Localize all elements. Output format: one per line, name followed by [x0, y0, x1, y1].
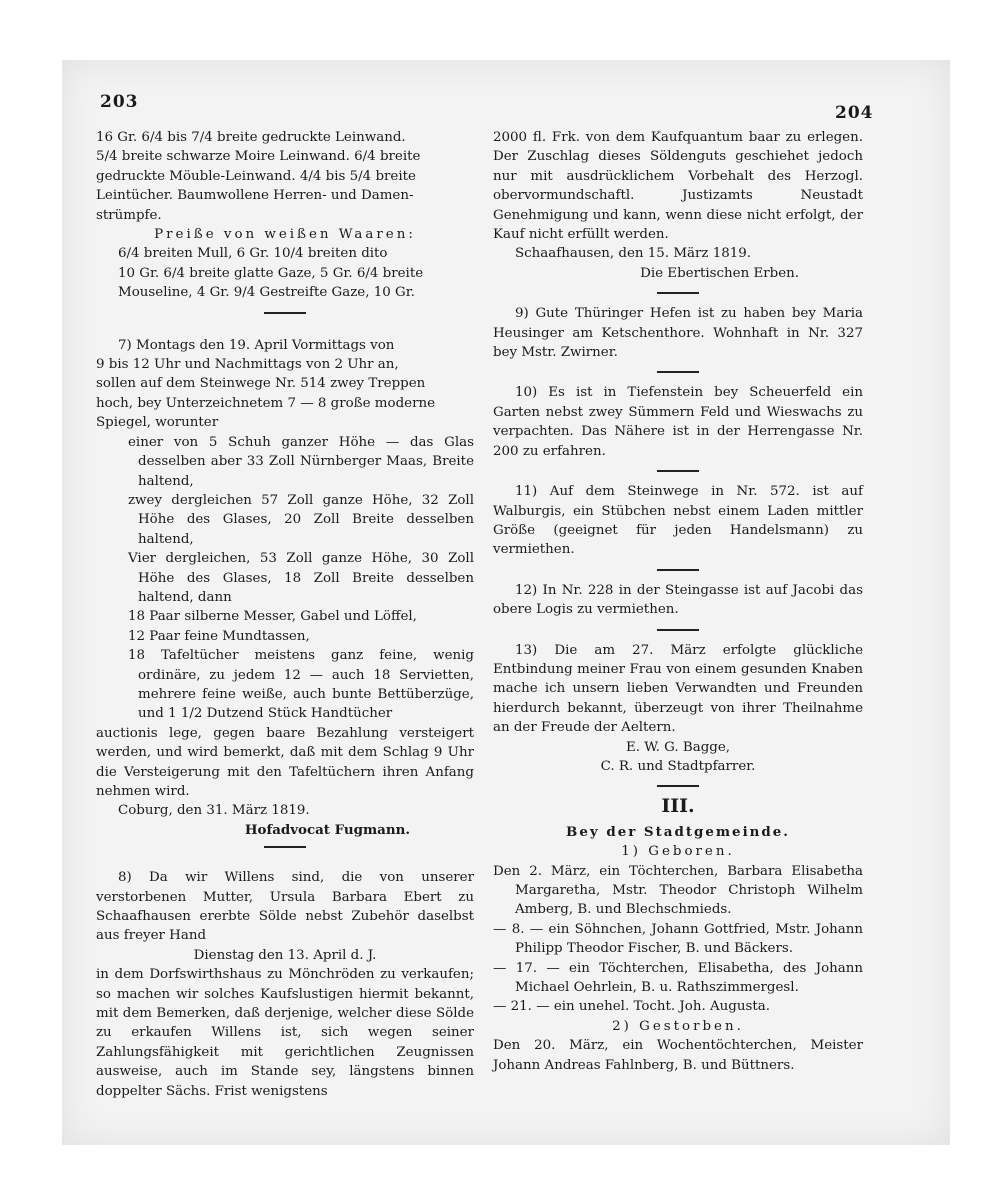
divider	[264, 846, 306, 848]
death-entry: Den 20. März, ein Wochentöchterchen, Meister Johann Andreas Fahlnberg, B. und Büttners.	[493, 1038, 863, 1073]
text-line: 6/4 breiten Mull, 6 Gr. 10/4 breiten dito	[118, 246, 388, 262]
divider	[657, 629, 699, 631]
prices-list	[96, 244, 474, 302]
birth-entry: — 17. — ein Töchterchen, Elisabetha, des Johann Michael Oehrlein, B. u. Rathszimmergesl.	[493, 960, 863, 996]
notice-7-conclusion: auctionis lege, gegen baare Bezahlung versteigert werden, und wird bemerkt, daß mit dem Schlag 9 Uhr die Versteigerung mit den Tafeltüchern ihren Anfang nehmen wird.	[96, 725, 474, 799]
notice-10: 10) Es ist in Tiefenstein bey Scheuerfeld ein Garten nebst zwey Sümmern Feld und Wieswachs zu verpachten. Das Nähere ist in der Herrengasse Nr. 200 zu erfahren.	[493, 385, 863, 459]
text-line: Spiegel, worunter	[96, 415, 219, 431]
deaths-heading: 2) Gestorben.	[612, 1018, 744, 1034]
notice-7-signature: Hofadvocat Fugmann.	[244, 821, 410, 838]
page-number-left: 203	[100, 92, 139, 112]
birth-entry: Den 2. März, ein Töchterchen, Barbara Elisabetha Margaretha, Mstr. Theodor Christoph Wilhelm Amberg, B. und Blechschmieds.	[493, 863, 863, 918]
left-column	[96, 128, 474, 1101]
births-heading: 1) Geboren.	[621, 844, 735, 860]
notice-8-continuation: 2000 fl. Frk. von dem Kaufquantum baar zu erlegen. Der Zuschlag dieses Söldenguts geschiehet jedoch nur mit ausdrücklichem Vorbehalt des Herzogl. obervormundschaftl. Justizamts Neustadt Genehmigung und kann, wenn diese nicht erfolgt, der Kauf nicht erfüllt werden.	[493, 130, 863, 243]
text-line: strümpfe.	[96, 207, 162, 223]
text-line: sollen auf dem Steinwege Nr. 514 zwey Treppen	[96, 376, 426, 392]
text-line: 10 Gr. 6/4 breite glatte Gaze, 5 Gr. 6/4 breite	[118, 265, 424, 281]
notice-11: 11) Auf dem Steinwege in Nr. 572. ist auf Walburgis, ein Stübchen nebst einem Laden mittler Größe (geeignet für jeden Handelsmann) zu vermiethen.	[493, 484, 863, 558]
notice-13: 13) Die am 27. März erfolgte glückliche Entbindung meiner Frau von einem gesunden Knaben mache ich unsern lieben Verwandten und Freunden hierdurch bekannt, überzeugt von ihrer Theilnahme an der Freude der Aeltern.	[493, 642, 863, 736]
notice-7-date: Coburg, den 31. März 1819.	[118, 803, 310, 819]
divider	[657, 292, 699, 294]
right-column	[493, 128, 863, 1075]
notice-7-item: 18 Paar silberne Messer, Gabel und Löffel,	[128, 609, 417, 625]
notice-13-signature-name: E. W. G. Bagge,	[625, 739, 731, 755]
notice-13-signature-title: C. R. und Stadtpfarrer.	[600, 758, 756, 774]
birth-entry: — 21. — ein unehel. Tocht. Joh. Augusta.	[493, 999, 770, 1015]
notice-9: 9) Gute Thüringer Hefen ist zu haben bey Maria Heusinger am Ketschenthore. Wohnhaft in Nr. 327 bey Mstr. Zwirner.	[493, 306, 863, 361]
text-line: Mouseline, 4 Gr. 9/4 Gestreifte Gaze, 10 Gr.	[118, 285, 415, 301]
notice-7-item: zwey dergleichen 57 Zoll ganze Höhe, 32 Zoll Höhe des Glases, 20 Zoll Breite desselben haltend,	[128, 492, 474, 547]
divider	[657, 569, 699, 571]
page-number-right: 204	[835, 103, 874, 123]
birth-entry: — 8. — ein Söhnchen, Johann Gottfried, Mstr. Johann Philipp Theodor Fischer, B. und Bäckers.	[493, 921, 863, 957]
textile-list	[96, 128, 474, 225]
notice-8-place-date: Schaafhausen, den 15. März 1819.	[515, 246, 752, 262]
section-number: III.	[661, 795, 695, 818]
notice-8-date: Dienstag den 13. April d. J.	[193, 947, 377, 963]
prices-heading: Preiße von weißen Waaren:	[154, 227, 416, 243]
text-line: 5/4 breite schwarze Moire Leinwand. 6/4 breite	[96, 149, 421, 165]
divider	[657, 785, 699, 787]
notice-7-item: 18 Tafeltücher meistens ganz feine, wenig ordinäre, zu jedem 12 — auch 18 Servietten, mehrere feine weiße, auch bunte Bettüberzüge, und 1 1/2 Dutzend Stück Handtücher	[128, 648, 474, 722]
divider	[264, 312, 306, 314]
notice-8-body: in dem Dorfswirthshaus zu Mönchröden zu verkaufen; so machen wir solches Kaufslustigen hiermit bekannt, mit dem Bemerken, daß derjenige, welcher diese Sölde zu erkaufen Willens ist, sich wegen seiner Zahlungsfähigkeit mit gerichtlichen Zeugnissen ausweise, auch im Stande sey, längstens binnen doppelter Sächs. Frist wenigstens	[96, 967, 474, 1099]
text-line: 9 bis 12 Uhr und Nachmittags von 2 Uhr an,	[96, 357, 399, 373]
text-line: Leintücher. Baumwollene Herren- und Damen-	[96, 188, 414, 204]
notice-12: 12) In Nr. 228 in der Steingasse ist auf Jacobi das obere Logis zu vermiethen.	[493, 582, 863, 618]
section-heading: Bey der Stadtgemeinde.	[566, 823, 790, 840]
text-line: 16 Gr. 6/4 bis 7/4 breite gedruckte Leinwand.	[96, 130, 406, 145]
text-line: hoch, bey Unterzeichnetem 7 — 8 große moderne	[96, 395, 436, 411]
divider	[657, 371, 699, 373]
text-line: gedruckte Möuble-Leinwand. 4/4 bis 5/4 breite	[96, 168, 416, 184]
notice-7-item: Vier dergleichen, 53 Zoll ganze Höhe, 30 Zoll Höhe des Glases, 18 Zoll Breite desselben haltend, dann	[128, 551, 474, 605]
text-line: 7) Montags den 19. April Vormittags von	[118, 337, 395, 353]
notice-8-signature: Die Ebertischen Erben.	[640, 265, 799, 281]
notice-7	[96, 336, 474, 433]
notice-7-item: 12 Paar feine Mundtassen,	[128, 628, 310, 644]
notice-7-item: einer von 5 Schuh ganzer Höhe — das Glas desselben aber 33 Zoll Nürnberger Maas, Breite haltend,	[128, 434, 474, 489]
divider	[657, 470, 699, 472]
notice-8: 8) Da wir Willens sind, die von unserer verstorbenen Mutter, Ursula Barbara Ebert zu Schaafhausen ererbte Sölde nebst Zubehör daselbst aus freyer Hand	[96, 870, 474, 944]
